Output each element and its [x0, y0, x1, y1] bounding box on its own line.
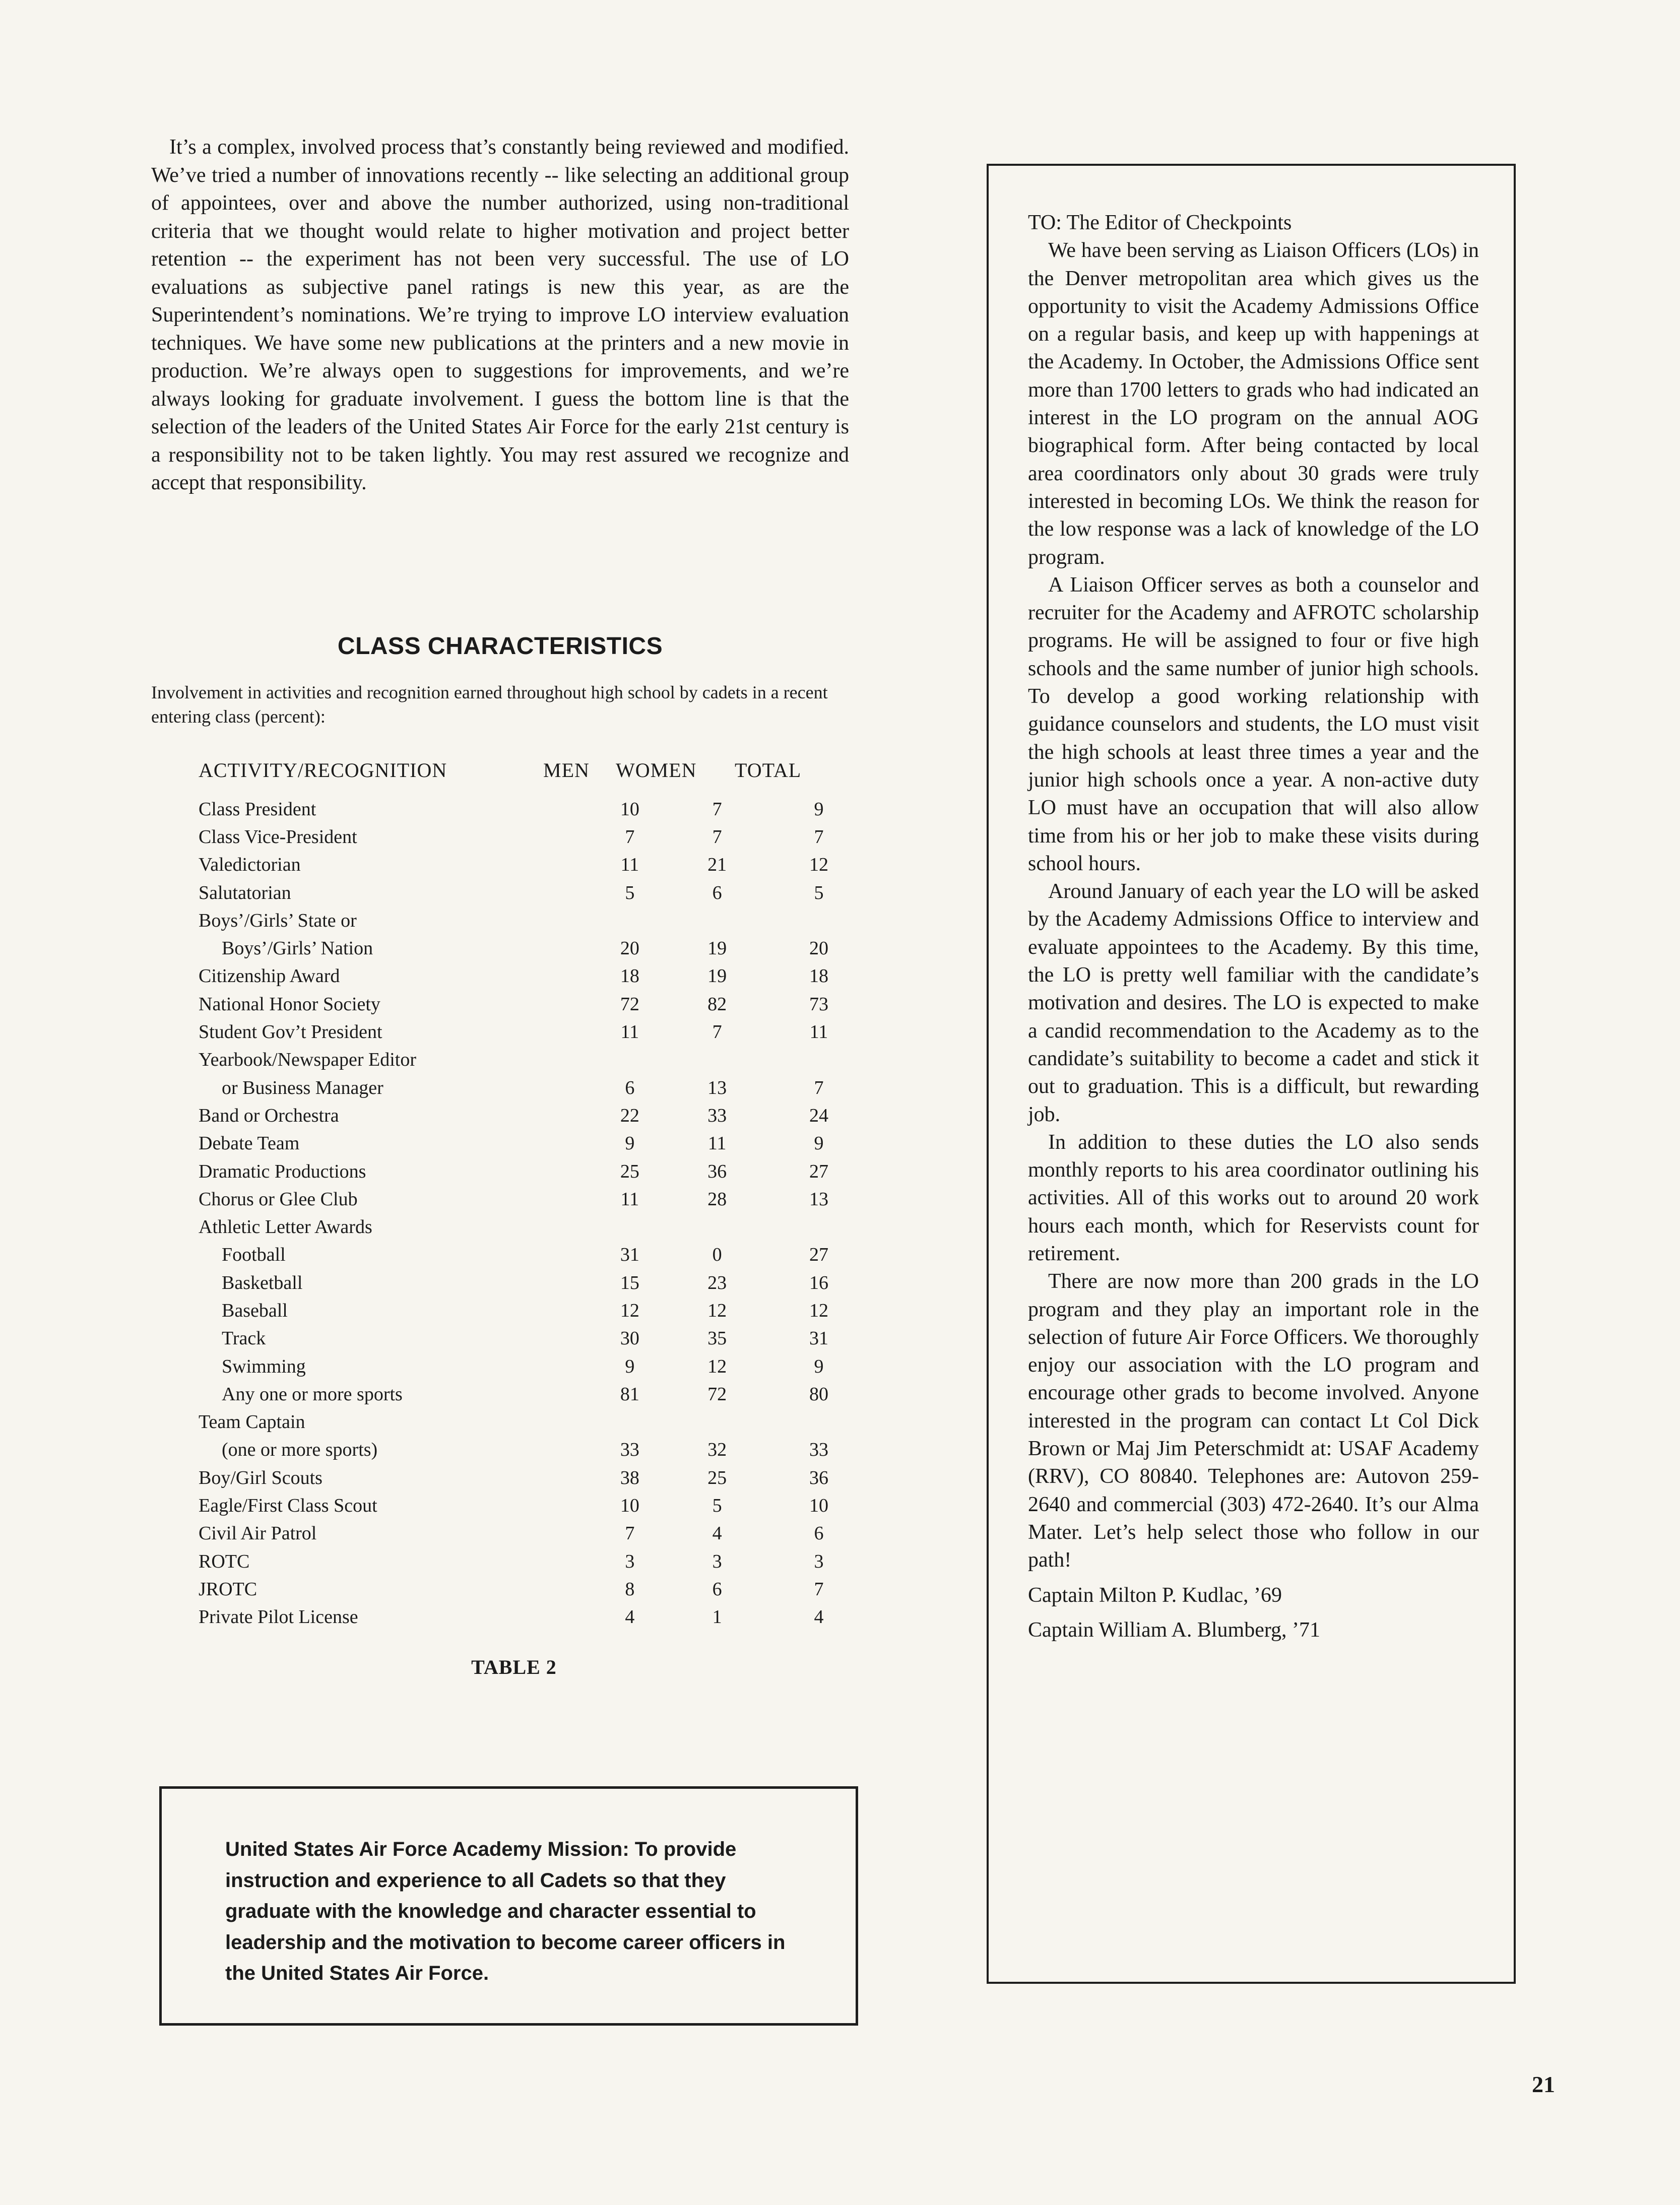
- column-gap: [737, 1436, 799, 1464]
- cell-total: 6: [814, 1523, 824, 1544]
- cell-total: [799, 1213, 838, 1241]
- table-row: [199, 1101, 838, 1129]
- row-label: Boys’/Girls’ State or: [199, 910, 357, 931]
- letter-signature: Captain Milton P. Kudlac, ’69: [1028, 1583, 1282, 1607]
- cell-men: 20: [620, 938, 639, 959]
- column-gap: [737, 1018, 799, 1046]
- column-gap: [737, 1408, 799, 1436]
- row-label: Yearbook/Newspaper Editor: [199, 1049, 416, 1071]
- table-row: [199, 1269, 838, 1296]
- column-gap: [562, 1325, 610, 1352]
- column-gap: [737, 934, 799, 962]
- cell-women: [697, 1046, 737, 1074]
- column-gap: [650, 879, 697, 906]
- table-row: [199, 1157, 838, 1185]
- cell-total: 16: [809, 1272, 828, 1293]
- cell-women: [697, 906, 737, 934]
- cell-women: 19: [707, 938, 727, 959]
- column-gap: [737, 1130, 799, 1157]
- column-header-men: MEN: [543, 759, 590, 782]
- column-gap: [650, 1520, 697, 1547]
- column-gap: [737, 1157, 799, 1185]
- intro-paragraph: It’s a complex, involved process that’s constantly being reviewed and modified. We’ve tried a number of innovations recently -- like selecting an additional group of appointees, over and above the number authorized, using non-traditional criteria that we thought would relate to higher motivation and project better retention -- the experiment has not been very successful. The use of LO evaluations as subjective panel ratings is new this year, as are the Superintendent’s nominations. We’re trying to improve LO interview evaluation techniques. We have some new publications at the printers and a new movie in production. We’re always open to suggestions for improvements, and we’re always looking for graduate involvement. I guess the bottom line is that the selection of the leaders of the United States Air Force for the early 21st century is a responsibility not to be taken lightly. You may rest assured we recognize and accept that responsibility.: [151, 136, 849, 494]
- cell-men: [610, 1213, 650, 1241]
- cell-men: 38: [620, 1467, 639, 1488]
- row-label: Dramatic Productions: [199, 1160, 366, 1182]
- row-label: Any one or more sports: [222, 1383, 403, 1405]
- row-label: Basketball: [222, 1272, 303, 1293]
- row-label: Eagle/First Class Scout: [199, 1495, 377, 1517]
- column-gap: [562, 1241, 610, 1269]
- cell-total: 73: [809, 993, 828, 1015]
- table-body: [199, 795, 838, 1631]
- column-gap: [562, 1130, 610, 1157]
- column-gap: [650, 990, 697, 1018]
- column-gap: [650, 1157, 697, 1185]
- cell-total: 18: [809, 965, 828, 987]
- column-gap: [650, 1408, 697, 1436]
- column-gap: [650, 1213, 697, 1241]
- cell-women: 28: [707, 1188, 727, 1210]
- cell-men: 7: [625, 826, 635, 848]
- table-row: [199, 934, 838, 962]
- cell-women: 25: [707, 1467, 727, 1488]
- column-gap: [737, 1213, 799, 1241]
- column-gap: [562, 934, 610, 962]
- column-gap: [562, 906, 610, 934]
- column-gap: [737, 1520, 799, 1547]
- column-gap: [562, 1352, 610, 1380]
- column-gap: [562, 1074, 610, 1101]
- cell-total: 80: [809, 1383, 828, 1405]
- table-row: [199, 990, 838, 1018]
- table-row: [199, 1241, 838, 1269]
- column-gap: [562, 1269, 610, 1296]
- column-gap: [650, 1491, 697, 1519]
- cell-men: 31: [620, 1244, 639, 1266]
- cell-total: 33: [809, 1439, 828, 1461]
- column-gap: [562, 1603, 610, 1631]
- cell-total: 12: [809, 854, 828, 876]
- table-row: [199, 879, 838, 906]
- column-gap: [650, 1046, 697, 1074]
- row-label: JROTC: [199, 1578, 257, 1600]
- table-row: [199, 1130, 838, 1157]
- column-gap: [650, 1074, 697, 1101]
- cell-men: 11: [620, 854, 639, 876]
- row-label: Student Gov’t President: [199, 1021, 382, 1043]
- column-gap: [737, 879, 799, 906]
- cell-men: 3: [625, 1550, 635, 1572]
- class-characteristics-table: [199, 795, 838, 1631]
- letter-paragraph: We have been serving as Liaison Officers (LOs) in the Denver metropolitan area which gives us the opportunity to visit the Academy Admissions Office on a regular basis, and keep up with happenings at the Academy. In October, the Admissions Office sent more than 1700 letters to grads who had indicated an interest in the LO program on the annual AOG biographical form. After being contacted by local area coordinators only about 30 grads were truly interested in becoming LOs. We think the reason for the low response was a lack of knowledge of the LO program.: [1028, 239, 1479, 569]
- column-gap: [562, 1018, 610, 1046]
- letter-signature: Captain William A. Blumberg, ’71: [1028, 1618, 1321, 1642]
- cell-total: 4: [814, 1606, 824, 1628]
- column-gap: [562, 1547, 610, 1575]
- column-gap: [650, 1269, 697, 1296]
- column-gap: [562, 1491, 610, 1519]
- column-gap: [737, 795, 799, 823]
- table-row: [199, 1491, 838, 1519]
- column-gap: [562, 1520, 610, 1547]
- column-gap: [737, 1241, 799, 1269]
- column-gap: [562, 1408, 610, 1436]
- cell-men: 12: [620, 1300, 639, 1321]
- cell-total: 3: [814, 1550, 824, 1572]
- column-gap: [562, 990, 610, 1018]
- mission-statement: United States Air Force Academy Mission: To provide instruction and experience to all Cadets so that they graduate with the knowledge and character essential to leadership and the motivation to become career officers in the United States Air Force.: [225, 1838, 786, 1984]
- column-gap: [650, 1436, 697, 1464]
- cell-women: 11: [707, 1133, 727, 1154]
- cell-women: 72: [707, 1383, 727, 1405]
- row-label: Debate Team: [199, 1133, 300, 1154]
- cell-total: 7: [814, 826, 824, 848]
- column-gap: [737, 1185, 799, 1213]
- column-gap: [562, 1185, 610, 1213]
- column-gap: [737, 1575, 799, 1603]
- column-gap: [737, 1269, 799, 1296]
- cell-total: 27: [809, 1244, 828, 1266]
- column-gap: [737, 1074, 799, 1101]
- row-label: Citizenship Award: [199, 965, 340, 987]
- column-gap: [562, 879, 610, 906]
- cell-women: [697, 1408, 737, 1436]
- column-gap: [562, 1296, 610, 1324]
- cell-men: [610, 1046, 650, 1074]
- column-gap: [737, 906, 799, 934]
- column-gap: [650, 851, 697, 879]
- column-gap: [650, 962, 697, 990]
- cell-men: 11: [620, 1021, 639, 1043]
- row-label: National Honor Society: [199, 993, 380, 1015]
- column-header-activity: ACTIVITY/RECOGNITION: [199, 759, 447, 782]
- cell-men: 15: [620, 1272, 639, 1293]
- row-label: Private Pilot License: [199, 1606, 358, 1628]
- column-gap: [650, 1101, 697, 1129]
- cell-total: 36: [809, 1467, 828, 1488]
- cell-men: 10: [620, 798, 639, 820]
- mission-box: [159, 1786, 858, 2026]
- cell-women: 36: [707, 1160, 727, 1182]
- cell-women: 6: [712, 1578, 722, 1600]
- letter-body: [1028, 209, 1479, 1644]
- column-gap: [737, 1547, 799, 1575]
- row-label: Salutatorian: [199, 882, 291, 903]
- table-row: [199, 1380, 838, 1408]
- cell-total: [799, 1046, 838, 1074]
- letter-paragraph: Around January of each year the LO will be asked by the Academy Admissions Office to interview and evaluate appointees to the Academy. By this time, the LO is pretty well familiar with the candidate’s motivation and desires. The LO is expected to make a candid recommendation to the Academy as to the candidate’s suitability to become a cadet and stick it out to graduation. This is a difficult, but rewarding job.: [1028, 880, 1479, 1126]
- cell-women: 5: [712, 1495, 722, 1517]
- column-gap: [650, 823, 697, 851]
- column-gap: [562, 1046, 610, 1074]
- column-gap: [650, 1018, 697, 1046]
- table-row: [199, 1408, 838, 1436]
- column-gap: [650, 1603, 697, 1631]
- cell-women: 6: [712, 882, 722, 903]
- column-gap: [562, 1101, 610, 1129]
- column-header-women: WOMEN: [616, 759, 697, 782]
- column-gap: [737, 1046, 799, 1074]
- cell-total: 11: [809, 1021, 828, 1043]
- cell-men: 22: [620, 1105, 639, 1126]
- column-gap: [737, 851, 799, 879]
- letter-salutation: TO: The Editor of Checkpoints: [1028, 211, 1292, 234]
- column-gap: [650, 1185, 697, 1213]
- class-characteristics-title: CLASS CHARACTERISTICS: [337, 633, 663, 660]
- cell-total: [799, 1408, 838, 1436]
- cell-total: 9: [814, 1355, 824, 1377]
- cell-total: 5: [814, 882, 824, 903]
- cell-total: 20: [809, 938, 828, 959]
- column-gap: [737, 1491, 799, 1519]
- column-gap: [562, 1464, 610, 1491]
- cell-men: 6: [625, 1077, 635, 1098]
- cell-men: 9: [625, 1133, 635, 1154]
- column-gap: [737, 1380, 799, 1408]
- cell-men: 10: [620, 1495, 639, 1517]
- column-gap: [562, 1157, 610, 1185]
- cell-men: 81: [620, 1383, 639, 1405]
- cell-men: 33: [620, 1439, 639, 1461]
- column-gap: [650, 1296, 697, 1324]
- cell-women: [697, 1213, 737, 1241]
- table-caption: TABLE 2: [471, 1656, 557, 1678]
- letter-paragraph: A Liaison Officer serves as both a counselor and recruiter for the Academy and AFROTC scholarship programs. He will be assigned to four or five high schools and the same number of junior high schools. To develop a good working relationship with guidance counselors and students, the LO must visit the high schools at least three times a year and the junior high schools once a year. A non-active duty LO must have an occupation that will also allow time from his or her job to make these visits during school hours.: [1028, 573, 1479, 875]
- column-gap: [737, 1296, 799, 1324]
- column-gap: [650, 1130, 697, 1157]
- row-label: or Business Manager: [222, 1077, 383, 1098]
- cell-men: 11: [620, 1188, 639, 1210]
- table-row: [199, 1018, 838, 1046]
- cell-women: 33: [707, 1105, 727, 1126]
- table-row: [199, 1575, 838, 1603]
- cell-women: 7: [712, 826, 722, 848]
- table-row: [199, 1436, 838, 1464]
- column-gap: [562, 823, 610, 851]
- row-label: Civil Air Patrol: [199, 1523, 317, 1544]
- cell-women: 4: [712, 1523, 722, 1544]
- column-gap: [737, 1101, 799, 1129]
- column-gap: [650, 795, 697, 823]
- row-label: Chorus or Glee Club: [199, 1188, 358, 1210]
- row-label: Athletic Letter Awards: [199, 1216, 372, 1238]
- column-gap: [737, 962, 799, 990]
- row-label: Swimming: [222, 1355, 306, 1377]
- cell-women: 13: [707, 1077, 727, 1098]
- column-gap: [650, 906, 697, 934]
- column-gap: [737, 990, 799, 1018]
- table-row: [199, 1352, 838, 1380]
- column-header-total: TOTAL: [735, 759, 802, 782]
- cell-women: 12: [707, 1355, 727, 1377]
- cell-total: [799, 906, 838, 934]
- column-gap: [650, 1380, 697, 1408]
- class-characteristics-subtitle: Involvement in activities and recognition earned throughout high school by cadets in a recent entering class (percent):: [151, 682, 828, 727]
- row-label: Boy/Girl Scouts: [199, 1467, 322, 1488]
- row-label: ROTC: [199, 1550, 250, 1572]
- cell-men: 25: [620, 1160, 639, 1182]
- column-gap: [650, 1547, 697, 1575]
- cell-women: 23: [707, 1272, 727, 1293]
- cell-men: [610, 1408, 650, 1436]
- row-label: Class Vice-President: [199, 826, 357, 848]
- cell-women: 35: [707, 1328, 727, 1349]
- cell-men: [610, 906, 650, 934]
- row-label: Football: [222, 1244, 286, 1266]
- row-label: Valedictorian: [199, 854, 301, 876]
- cell-women: 7: [712, 798, 722, 820]
- column-gap: [650, 1325, 697, 1352]
- table-row: [199, 851, 838, 879]
- cell-men: 9: [625, 1355, 635, 1377]
- column-gap: [737, 1352, 799, 1380]
- column-gap: [562, 795, 610, 823]
- page-number: 21: [1532, 2071, 1555, 2097]
- cell-total: 10: [809, 1495, 828, 1517]
- cell-men: 8: [625, 1578, 635, 1600]
- cell-total: 9: [814, 798, 824, 820]
- table-row: [199, 1185, 838, 1213]
- cell-total: 7: [814, 1578, 824, 1600]
- cell-women: 3: [712, 1550, 722, 1572]
- cell-men: 30: [620, 1328, 639, 1349]
- table-row: [199, 1520, 838, 1547]
- cell-men: 7: [625, 1523, 635, 1544]
- row-label: Boys’/Girls’ Nation: [222, 938, 373, 959]
- table-row: [199, 1464, 838, 1491]
- column-gap: [737, 1464, 799, 1491]
- row-label: Band or Orchestra: [199, 1105, 339, 1126]
- cell-total: 9: [814, 1133, 824, 1154]
- letter-paragraph: In addition to these duties the LO also sends monthly reports to his area coordinator outlining his activities. All of this works out to around 20 work hours each month, which for Reservists count for retirement.: [1028, 1130, 1479, 1265]
- cell-women: 21: [707, 854, 727, 876]
- row-label: (one or more sports): [222, 1439, 378, 1461]
- table-row: [199, 1296, 838, 1324]
- column-gap: [562, 1436, 610, 1464]
- cell-total: 27: [809, 1160, 828, 1182]
- table-row: [199, 1046, 838, 1074]
- table-row: [199, 1325, 838, 1352]
- column-gap: [737, 1603, 799, 1631]
- table-row: [199, 1213, 838, 1241]
- cell-total: 12: [809, 1300, 828, 1321]
- cell-men: 72: [620, 993, 639, 1015]
- cell-men: 18: [620, 965, 639, 987]
- column-gap: [650, 1575, 697, 1603]
- cell-women: 0: [712, 1244, 722, 1266]
- column-gap: [737, 823, 799, 851]
- table-row: [199, 1547, 838, 1575]
- column-gap: [650, 1241, 697, 1269]
- column-gap: [737, 1325, 799, 1352]
- table-row: [199, 906, 838, 934]
- row-label: Track: [222, 1328, 266, 1349]
- column-gap: [562, 1380, 610, 1408]
- cell-women: 32: [707, 1439, 727, 1461]
- cell-women: 19: [707, 965, 727, 987]
- cell-total: 13: [809, 1188, 828, 1210]
- cell-total: 24: [809, 1105, 828, 1126]
- letter-box: [987, 164, 1516, 1984]
- cell-women: 82: [707, 993, 727, 1015]
- column-gap: [650, 934, 697, 962]
- table-row: [199, 1074, 838, 1101]
- column-gap: [562, 1575, 610, 1603]
- table-row: [199, 795, 838, 823]
- table-row: [199, 962, 838, 990]
- column-gap: [562, 962, 610, 990]
- column-gap: [650, 1464, 697, 1491]
- cell-women: 7: [712, 1021, 722, 1043]
- column-gap: [562, 851, 610, 879]
- cell-men: 4: [625, 1606, 635, 1628]
- letter-paragraph: There are now more than 200 grads in the LO program and they play an important role in the selection of future Air Force Officers. We thoroughly enjoy our association with the LO program and encourage other grads to become involved. Anyone interested in the program can contact Lt Col Dick Brown or Maj Jim Peterschmidt at: USAF Academy (RRV), CO 80840. Telephones are: Autovon 259-2640 and commercial (303) 472-2640. It’s our Alma Mater. Let’s help select those who follow in our path!: [1028, 1270, 1479, 1572]
- row-label: Team Captain: [199, 1411, 305, 1433]
- column-gap: [562, 1213, 610, 1241]
- cell-women: 1: [712, 1606, 722, 1628]
- cell-women: 12: [707, 1300, 727, 1321]
- cell-total: 7: [814, 1077, 824, 1098]
- cell-men: 5: [625, 882, 635, 903]
- table-row: [199, 1603, 838, 1631]
- table-row: [199, 823, 838, 851]
- column-gap: [650, 1352, 697, 1380]
- row-label: Class President: [199, 798, 316, 820]
- row-label: Baseball: [222, 1300, 288, 1321]
- cell-total: 31: [809, 1328, 828, 1349]
